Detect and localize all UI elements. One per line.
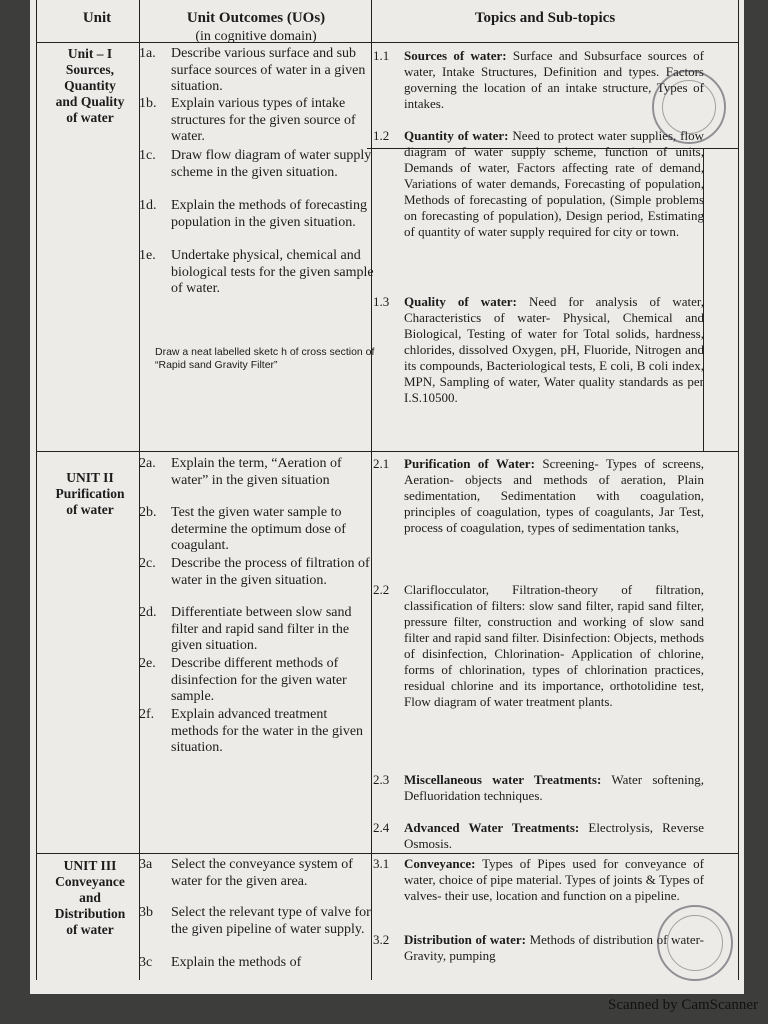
row-divider-unit-3 <box>37 853 738 854</box>
outcome-3a: 3a Select the conveyance system of water for the given area. <box>139 857 353 889</box>
outcome-2b: 2b. Test the given water sample to determine the optimum dose of coagulant. <box>139 505 346 553</box>
column-divider-2 <box>371 0 372 980</box>
topic-3-1: 3.1 Conveyance: Types of Pipes used for conveyance of water, choice of pipe material. Types of joints & Types of valves- their use, location and function on a pipeline. <box>373 856 705 903</box>
scanned-page <box>30 0 744 994</box>
header-outcomes-subtitle: (in cognitive domain) <box>195 29 317 44</box>
outcome-1a: 1a. Describe various surface and sub surface sources of water in a given situation. <box>139 46 366 94</box>
topic-1-1: 1.1 Sources of water: Surface and Subsurface sources of water, Intake Structures, Definition and types. Factors governing the location of an intake structure, Types of intakes. <box>373 48 705 111</box>
topic-2-2: 2.2 Clariflocculator, Filtration-theory of filtration, classification of filters: slow sand filter, rapid sand filter, pressure filter, construction and working of slow sand filter and rapid sand filter. Disinfection: Objects, methods of disinfection, Chlorination- Application of chlorine, forms of chlorination, types of chlorination practices, residual chlorine and its importance, orthotolidine test, Flow diagram of water treatment plants. <box>373 582 705 709</box>
pasted-note: Draw a neat labelled sketc h of cross section of “Rapid sand Gravity Filter” <box>155 346 375 371</box>
row-divider-unit-2 <box>37 451 738 452</box>
outcome-1c: 1c. Draw flow diagram of water supply scheme in the given situation. <box>139 148 372 180</box>
outcome-1d: 1d. Explain the methods of forecasting population in the given situation. <box>139 198 367 230</box>
outcome-2c: 2c. Describe the process of filtration of water in the given situation. <box>139 556 370 588</box>
outcome-1b: 1b. Explain various types of intake structures for the given source of water. <box>139 96 356 144</box>
header-unit: Unit <box>82 10 112 26</box>
header-outcomes <box>141 10 371 45</box>
topic-3-2: 3.2 Distribution of water: Methods of distribution of water- Gravity, pumping <box>373 932 704 963</box>
topic-2-1: 2.1 Purification of Water: Screening- Types of screens, Aeration- objects and methods of aeration, Plain sedimentation, Sedimentation with coagulation, principles of coagulation, types of coagulants, Jar Test, process of coagulation, types of sedimentation tanks, <box>373 456 705 535</box>
syllabus-table <box>36 0 739 980</box>
scanner-watermark: Scanned by CamScanner <box>608 997 758 1013</box>
outcome-3b: 3b Select the relevant type of valve for the given pipeline of water supply. <box>139 905 371 937</box>
topic-1-2: 1.2 Quantity of water: Need to protect water supplies, flow diagram of water supply scheme, function of units, Demands of water, Factors affecting rate of demand, Variations of water demands, Forecasting of population, Methods of forecasting of population, (Simple problems on forecasting of population), Design period, Estimating of quantity of water supply required for city or town. <box>373 128 704 239</box>
unit-2-title: UNIT II Purification of water <box>55 470 125 517</box>
institution-stamp-bottom <box>657 905 733 981</box>
outcome-2d: 2d. Differentiate between slow sand filter and rapid sand filter in the given situation. <box>139 605 352 653</box>
institution-stamp-top <box>652 70 726 144</box>
unit-1-title: Unit – I Sources, Quantity and Quality of water <box>55 46 125 125</box>
outcome-3c: 3c Explain the methods of <box>139 955 302 970</box>
row-divider-header <box>37 42 738 43</box>
header-topics: Topics and Sub-topics <box>474 10 616 26</box>
topic-2-3: 2.3 Miscellaneous water Treatments: Water softening, Defluoridation techniques. <box>373 772 705 803</box>
unit-3-title: UNIT III Conveyance and Distribution of water <box>54 858 126 937</box>
header-outcomes-title: Unit Outcomes (UOs) <box>186 10 326 26</box>
topic-1-3: 1.3 Quality of water: Need for analysis of water, Characteristics of water- Physical, Chemical and Biological, Testing of water for Total solids, hardness, chlorides, dissolved Oxygen, pH, Fluoride, Nitrogen and its compounds, Bacteriological tests, E coli, B coli index, MPN, Sampling of water, Water quality standards as per I.S.10500. <box>373 294 704 405</box>
outcome-1e: 1e. Undertake physical, chemical and biological tests for the given sample of water. <box>139 248 374 296</box>
outcome-2a: 2a. Explain the term, “Aeration of water” in the given situation <box>139 456 342 488</box>
column-divider-1 <box>139 0 140 980</box>
topic-2-4: 2.4 Advanced Water Treatments: Electrolysis, Reverse Osmosis. <box>373 820 705 851</box>
outcome-2f: 2f. Explain advanced treatment methods for the water in the given situation. <box>139 707 364 755</box>
outcome-2e: 2e. Describe different methods of disinfection for the given water sample. <box>139 656 347 704</box>
